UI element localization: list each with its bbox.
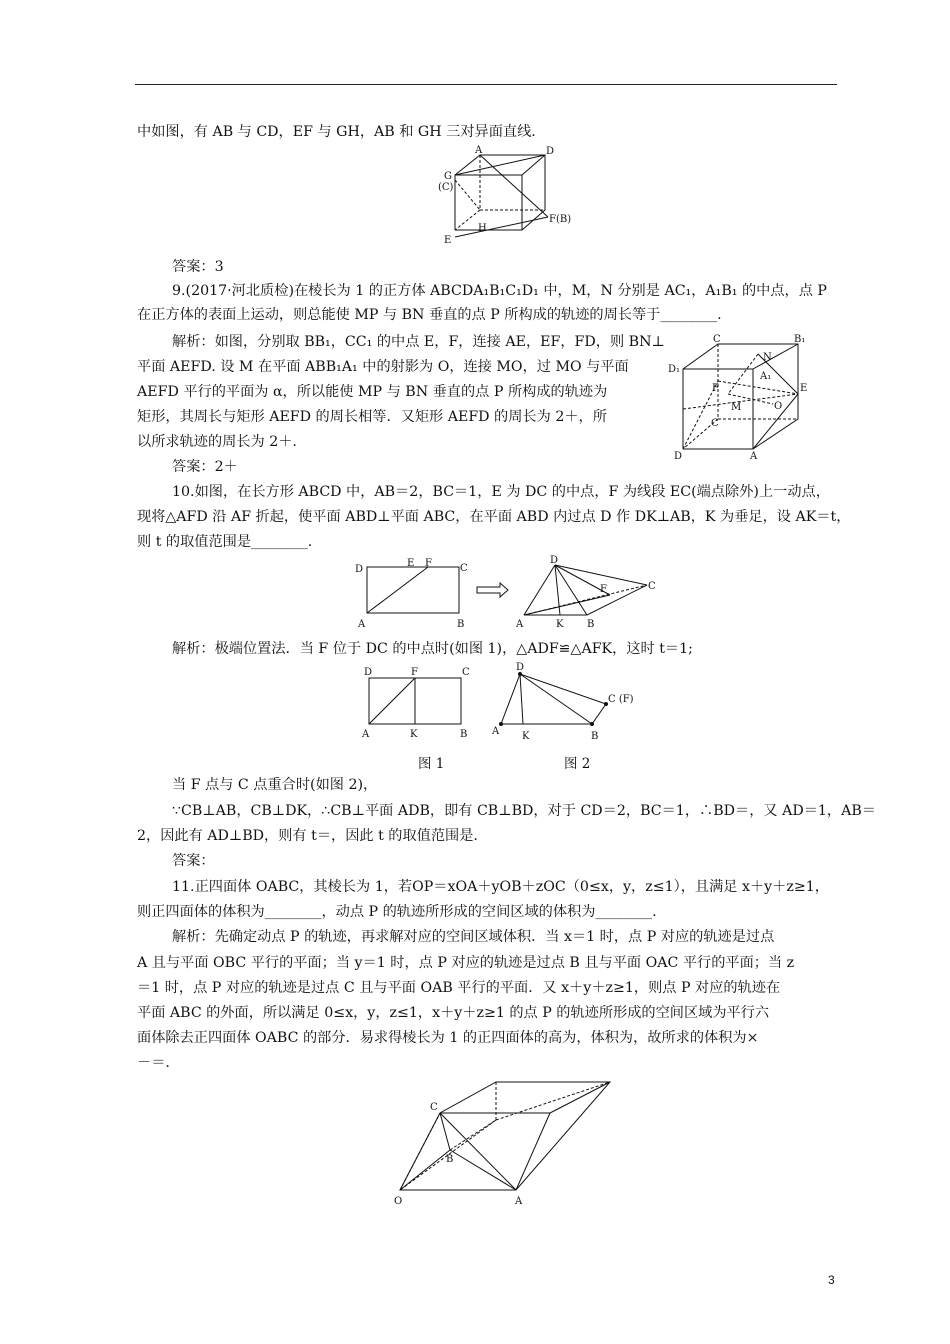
rect-label: C bbox=[460, 563, 468, 574]
cube2-label: F bbox=[712, 383, 719, 394]
cube2-label: D bbox=[674, 451, 683, 462]
page-number: 3 bbox=[828, 1273, 835, 1287]
text-line: 中如图，有 AB 与 CD，EF 与 GH，AB 和 GH 三对异面直线. bbox=[137, 124, 536, 140]
skew-lines-cube-figure bbox=[430, 145, 580, 250]
cube-problem-9-figure bbox=[668, 334, 818, 464]
cube2-label: O bbox=[774, 401, 783, 412]
problem-11-line: 11.正四面体 OABC，其棱长为 1，若OP＝xOA＋yOB＋zOC（0≤x，y，z≤1），且满足 x＋y＋z≥1， bbox=[172, 879, 829, 895]
solution-11-line: 面体除去正四面体 OABC 的部分．易求得棱长为 1 的正四面体的高为，体积为，故所求的体积为× bbox=[137, 1030, 759, 1046]
figure-1-2 bbox=[358, 662, 638, 742]
cube2-label: M bbox=[731, 402, 742, 413]
cube2-label: N bbox=[763, 352, 772, 363]
parallelepiped-figure bbox=[388, 1080, 618, 1210]
cube1-label: D bbox=[546, 146, 555, 157]
solution-11-line: 解析：先确定动点 P 的轨迹，再求解对应的空间区域体积．当 x＝1 时，点 P 对应的轨迹是过点 bbox=[172, 929, 775, 945]
cube2-label: C bbox=[711, 418, 719, 429]
solution-11-line: －＝. bbox=[137, 1055, 170, 1071]
solution-9-line: 解析：如图，分别取 BB₁，CC₁ 的中点 E，F，连接 AE，EF，FD，则 BN⊥ bbox=[172, 334, 665, 350]
fold-label: C bbox=[648, 581, 656, 592]
solution-9-line: 矩形，其周长与矩形 AEFD 的周长相等．又矩形 AEFD 的周长为 2＋，所 bbox=[137, 409, 607, 425]
problem-11-line: 则正四面体的体积为________，动点 P 的轨迹所形成的空间区域的体积为________. bbox=[137, 904, 657, 920]
fold-label: A bbox=[516, 619, 524, 630]
cube1-label: (C) bbox=[438, 182, 454, 193]
problem-10-line: 则 t 的取值范围是________. bbox=[137, 534, 313, 550]
cube2-label: D₁ bbox=[668, 364, 681, 375]
rect-label: E bbox=[407, 558, 415, 569]
fold-label: D bbox=[550, 555, 559, 566]
figure-2-caption: 图 2 bbox=[564, 756, 591, 772]
fig1-label: K bbox=[410, 729, 418, 740]
prism-label: C bbox=[430, 1102, 438, 1113]
prism-label: A bbox=[515, 1196, 523, 1207]
problem-10-line: 10.如图，在长方形 ABCD 中，AB＝2，BC＝1，E 为 DC 的中点，F 为线段 EC(端点除外)上一动点， bbox=[172, 484, 830, 500]
cube2-label: A bbox=[750, 451, 758, 462]
problem-10-line: 现将△AFD 沿 AF 折起，使平面 ABD⊥平面 ABC，在平面 ABD 内过点 D 作 DK⊥AB，K 为垂足，设 AK＝t， bbox=[137, 509, 851, 525]
header-rule bbox=[135, 84, 837, 85]
solution-10-line: 解析：极端位置法．当 F 位于 DC 的中点时(如图 1)，△ADF≌△AFK，这时 t＝1; bbox=[172, 641, 693, 657]
rect-label: F bbox=[425, 558, 432, 569]
cube1-label: G bbox=[444, 171, 452, 182]
fig1-label: C bbox=[462, 667, 470, 678]
fold-label: K bbox=[556, 619, 564, 630]
solution-9-line: AEFD 平行的平面为 α，所以能使 MP 与 BN 垂直的点 P 所构成的轨迹为 bbox=[137, 384, 608, 400]
fig2-label: A bbox=[492, 726, 500, 737]
solution-11-line: A 且与平面 OBC 平行的平面；当 y＝1 时，点 P 对应的轨迹是过点 B 且与平面 OAC 平行的平面；当 z bbox=[137, 955, 795, 971]
solution-10-line: ∵CB⊥AB，CB⊥DK，∴CB⊥平面 ADB，即有 CB⊥BD，对于 CD＝2，BC＝1，∴BD＝，又 AD＝1，AB＝ bbox=[172, 803, 876, 819]
point-marker bbox=[499, 722, 503, 726]
fig1-label: A bbox=[362, 729, 370, 740]
prism-label: B bbox=[446, 1154, 454, 1165]
rect-label: D bbox=[355, 564, 364, 575]
cube2-label: C bbox=[713, 334, 721, 345]
fold-label: B bbox=[587, 619, 595, 630]
cube2-label: B₁ bbox=[794, 334, 806, 345]
problem-9-line: 9.(2017·河北质检)在棱长为 1 的正方体 ABCDA₁B₁C₁D₁ 中，M，N 分别是 AC₁，A₁B₁ 的中点，点 P bbox=[172, 283, 827, 299]
problem-9-line: 在正方体的表面上运动，则总能使 MP 与 BN 垂直的点 P 所构成的轨迹的周长等于________. bbox=[137, 307, 722, 323]
answer-10: 答案： bbox=[172, 853, 215, 869]
fig1-label: F bbox=[411, 667, 418, 678]
fig2-label: C (F) bbox=[608, 694, 634, 705]
point-marker bbox=[590, 722, 594, 726]
fig2-label: K bbox=[522, 731, 530, 742]
fig1-label: B bbox=[460, 729, 468, 740]
cube1-label: F(B) bbox=[549, 214, 572, 225]
fig2-label: B bbox=[591, 731, 599, 742]
answer-9: 答案：2＋ bbox=[172, 459, 238, 475]
cube1-label: A bbox=[475, 145, 483, 156]
prism-label: O bbox=[394, 1196, 403, 1207]
solution-10-line: 当 F 点与 C 点重合时(如图 2)， bbox=[172, 777, 378, 793]
cube1-label: E bbox=[444, 235, 452, 246]
answer-8: 答案：3 bbox=[172, 259, 224, 275]
cube1-label: H bbox=[478, 223, 487, 234]
rectangle-fold-figure bbox=[350, 557, 660, 632]
rect-label: B bbox=[457, 619, 465, 630]
cube2-label: A₁ bbox=[760, 371, 772, 382]
rect-label: A bbox=[358, 619, 366, 630]
solution-11-line: 平面 ABC 的外面，所以满足 0≤x，y，z≤1，x＋y＋z≥1 的点 P 的轨迹所形成的空间区域为平行六 bbox=[137, 1005, 770, 1021]
cube2-label: E bbox=[800, 383, 808, 394]
solution-10-line: 2，因此有 AD⊥BD，则有 t＝，因此 t 的取值范围是. bbox=[137, 828, 478, 844]
solution-9-line: 平面 AEFD. 设 M 在平面 ABB₁A₁ 中的射影为 O，连接 MO，过 MO 与平面 bbox=[137, 359, 629, 375]
solution-11-line: ＝1 时，点 P 对应的轨迹是过点 C 且与平面 OAB 平行的平面．又 x＋y＋z≥1，则点 P 对应的轨迹在 bbox=[137, 980, 781, 996]
fig1-label: D bbox=[364, 667, 373, 678]
fig2-label: D bbox=[516, 662, 525, 673]
fold-label: F bbox=[600, 584, 607, 595]
figure-1-caption: 图 1 bbox=[418, 756, 445, 772]
solution-9-line: 以所求轨迹的周长为 2＋. bbox=[137, 434, 297, 450]
